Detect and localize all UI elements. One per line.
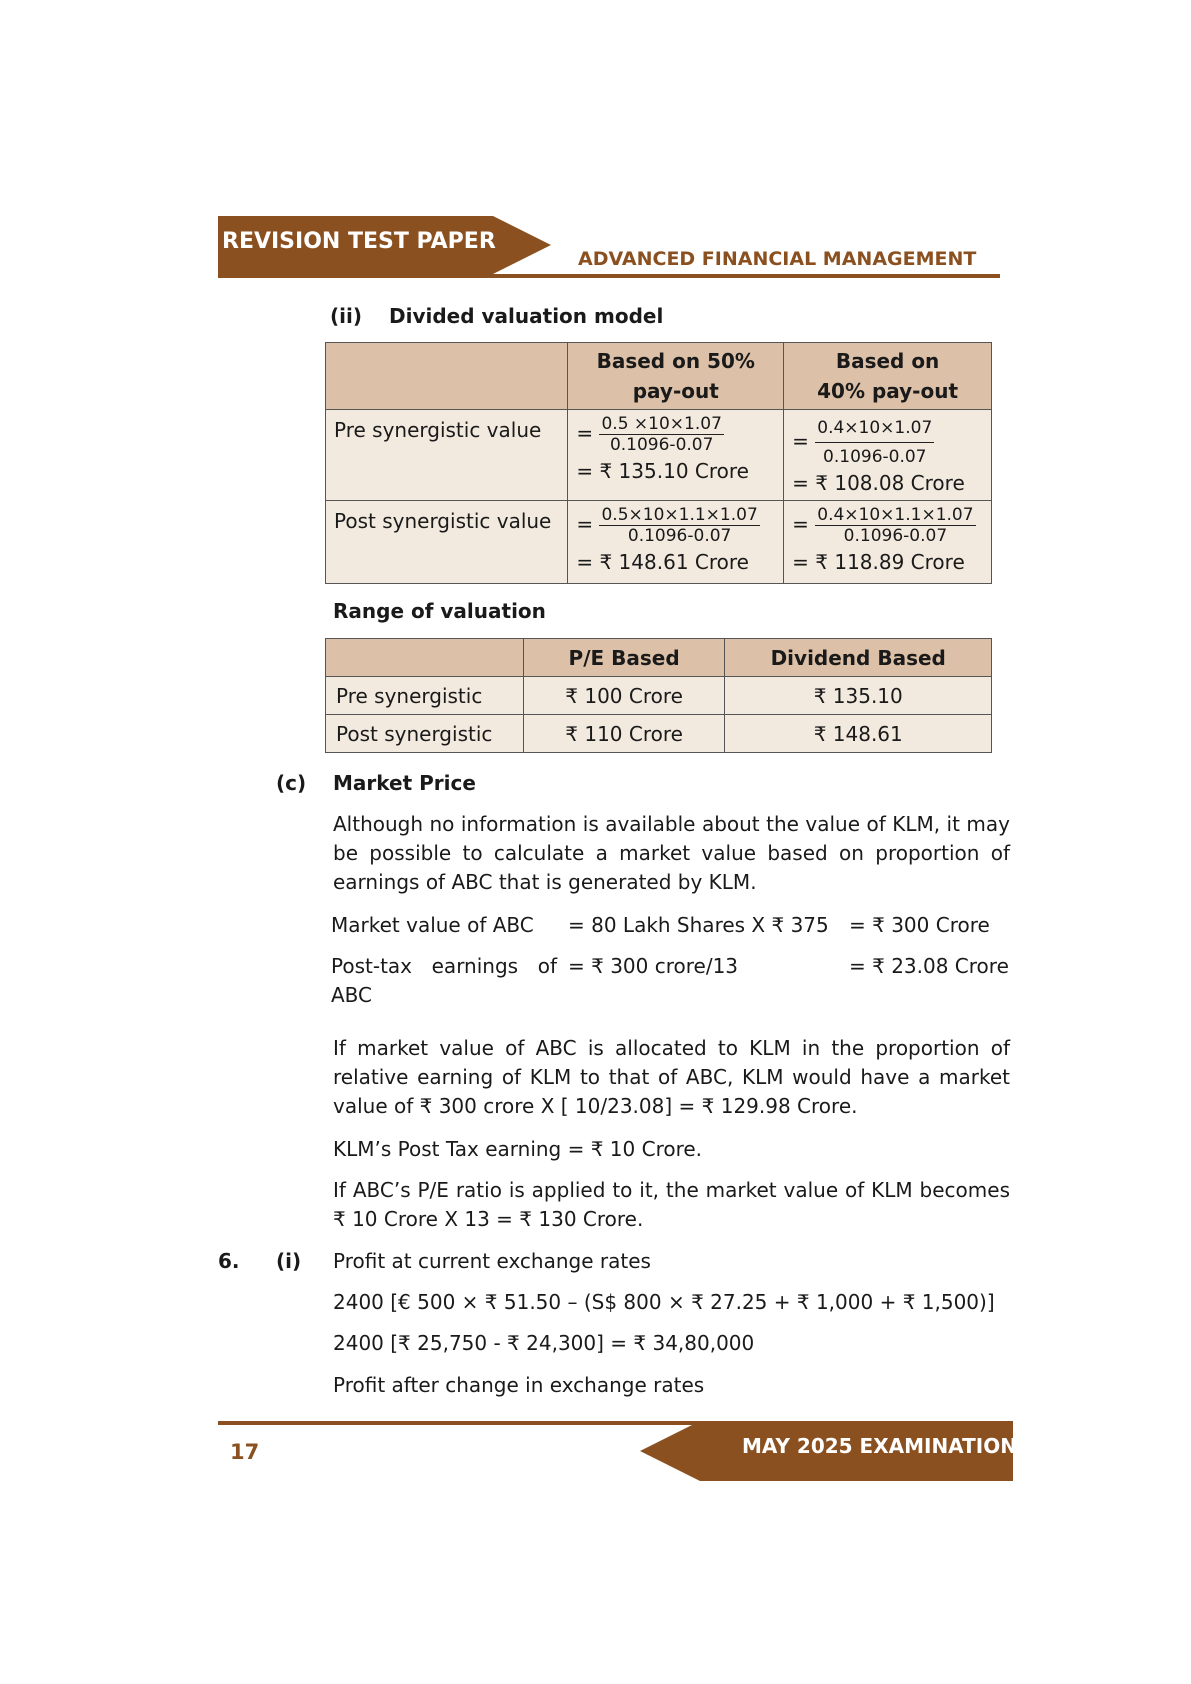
- pe-value: ₹ 110 Crore: [523, 715, 725, 753]
- formula-cell: [784, 410, 992, 501]
- fraction-numerator: 0.5×10×1.1×1.07: [601, 505, 758, 525]
- section-c-number: (c): [276, 771, 307, 795]
- pt-result: = ₹ 23.08 Crore: [849, 954, 1009, 978]
- fraction-denominator: 0.1096-0.07: [627, 526, 732, 546]
- range-valuation-table: [325, 638, 992, 753]
- fraction: [815, 505, 975, 546]
- q6-line: 2400 [€ 500 × ₹ 51.50 – (S$ 800 × ₹ 27.25 + ₹ 1,000 + ₹ 1,500)]: [333, 1290, 995, 1314]
- mv-calc: = 80 Lakh Shares X ₹ 375: [568, 913, 829, 937]
- row-label: Post synergistic value: [326, 501, 568, 584]
- dividend-based-header: Dividend Based: [725, 639, 992, 677]
- pe-based-header: P/E Based: [523, 639, 725, 677]
- fraction-numerator: 0.5 ×10×1.07: [601, 414, 722, 434]
- table-row: [326, 410, 992, 501]
- paragraph: If ABC’s P/E ratio is applied to it, the market value of KLM becomes ₹ 10 Crore X 13 = ₹ 130 Crore.: [333, 1178, 1010, 1231]
- page-number: 17: [230, 1440, 260, 1464]
- q6-line: Profit after change in exchange rates: [333, 1373, 705, 1397]
- section-ii-title: Divided valuation model: [389, 304, 664, 328]
- formula-result: = ₹ 135.10 Crore: [576, 459, 749, 483]
- table-header-empty: [326, 343, 568, 410]
- footer-exam-title: MAY 2025 EXAMINATION: [742, 1434, 1017, 1458]
- formula-result: = ₹ 118.89 Crore: [792, 550, 965, 574]
- dividend-valuation-table: [325, 342, 992, 584]
- table-header-row: [326, 343, 992, 410]
- header-rule: [218, 274, 1000, 278]
- mv-label: Market value of ABC: [331, 913, 534, 937]
- range-title: Range of valuation: [333, 599, 546, 623]
- fraction-denominator: 0.1096-0.07: [843, 526, 948, 546]
- fraction-denominator: 0.1096-0.07: [823, 447, 927, 467]
- equals-sign: =: [576, 512, 594, 536]
- question-number: 6.: [218, 1249, 240, 1273]
- fraction: [599, 505, 759, 546]
- fraction: [599, 414, 723, 455]
- equals-sign: =: [576, 421, 594, 445]
- question-sub-number: (i): [276, 1249, 302, 1273]
- equals-sign: =: [792, 429, 809, 453]
- pt-calc: = ₹ 300 crore/13: [568, 954, 739, 978]
- header-arrow-shape: [493, 216, 551, 274]
- q6-line: Profit at current exchange rates: [333, 1249, 651, 1273]
- col-40-payout-header: Based on 40% pay-out: [784, 343, 992, 410]
- pt-label: Post-tax earnings of ABC: [331, 954, 557, 1007]
- fraction-numerator: 0.4×10×1.1×1.07: [817, 505, 974, 525]
- row-label: Post synergistic: [326, 715, 524, 753]
- col-50-payout-header: Based on 50% pay-out: [568, 343, 784, 410]
- row-label: Pre synergistic: [326, 677, 524, 715]
- table-row: [326, 501, 992, 584]
- formula-result: = ₹ 148.61 Crore: [576, 550, 749, 574]
- paragraph: KLM’s Post Tax earning = ₹ 10 Crore.: [333, 1137, 703, 1161]
- formula-result: = ₹ 108.08 Crore: [792, 471, 965, 495]
- section-ii-number: (ii): [330, 304, 362, 328]
- fraction: [815, 414, 934, 471]
- table-header-row: [326, 639, 992, 677]
- table-row: [326, 715, 992, 753]
- fraction-numerator: 0.4×10×1.07: [815, 414, 934, 443]
- dividend-value: ₹ 148.61: [725, 715, 992, 753]
- fraction-denominator: 0.1096-0.07: [609, 435, 714, 455]
- mv-result: = ₹ 300 Crore: [849, 913, 990, 937]
- formula-cell: [568, 410, 784, 501]
- table-header-empty: [326, 639, 524, 677]
- equals-sign: =: [792, 512, 809, 536]
- paragraph: Although no information is available about the value of KLM, it may be possible to calculate a market value based on proportion of earnings of ABC that is generated by KLM.: [333, 812, 1010, 894]
- paragraph: If market value of ABC is allocated to KLM in the proportion of relative earning of KLM to that of ABC, KLM would have a market value of ₹ 300 crore X [ 10/23.08] = ₹ 129.98 Crore.: [333, 1036, 1010, 1118]
- row-label: Pre synergistic value: [326, 410, 568, 501]
- q6-line: 2400 [₹ 25,750 - ₹ 24,300] = ₹ 34,80,000: [333, 1331, 755, 1355]
- header-left-title: REVISION TEST PAPER: [222, 229, 496, 254]
- section-c-title: Market Price: [333, 771, 476, 795]
- pe-value: ₹ 100 Crore: [523, 677, 725, 715]
- formula-cell: [568, 501, 784, 584]
- table-row: [326, 677, 992, 715]
- header-right-title: ADVANCED FINANCIAL MANAGEMENT: [578, 248, 977, 270]
- formula-cell: [784, 501, 992, 584]
- footer-arrow-shape: [640, 1421, 700, 1481]
- dividend-value: ₹ 135.10: [725, 677, 992, 715]
